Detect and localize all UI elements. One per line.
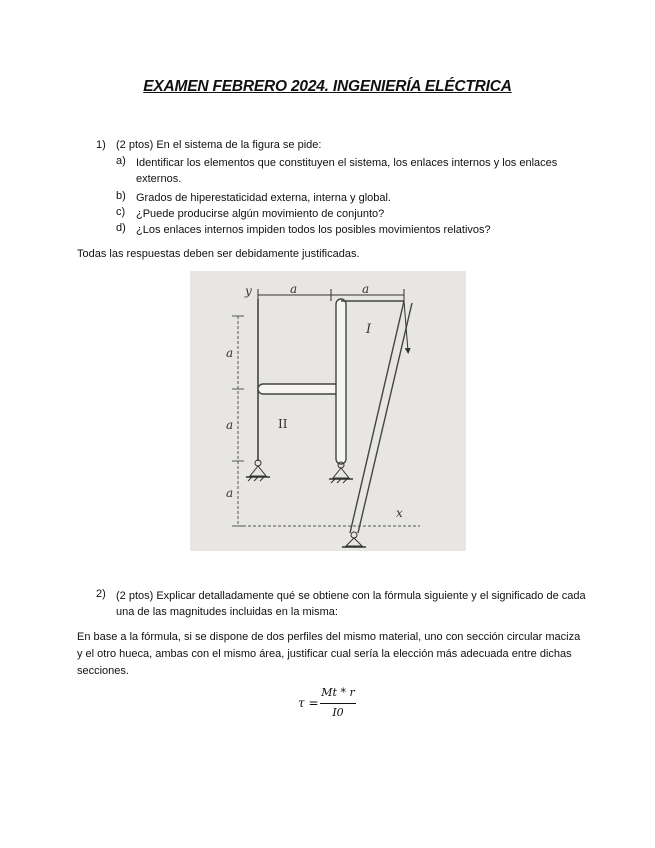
question-1-intro: (2 ptos) En el sistema de la figura se pide:: [116, 139, 322, 151]
item-text: ¿Los enlaces internos impiden todos los posibles movimientos relativos?: [136, 224, 491, 236]
dim-label-h3: a: [226, 486, 234, 500]
justification-note: Todas las respuestas deben ser debidamente justificadas.: [77, 248, 360, 260]
horizontal-beam: [258, 384, 340, 394]
fraction-bar: [320, 703, 356, 704]
question-2-number: 2): [96, 588, 106, 600]
dim-label-a2: a: [362, 282, 370, 296]
formula-denominator: I0: [332, 706, 344, 719]
support-center: [329, 462, 353, 483]
support-left: [246, 460, 270, 481]
dim-label-h2: a: [226, 418, 234, 432]
question-2-paragraph: En base a la fórmula, si se dispone de dos perfiles del mismo material, uno con sección circular maciza y el otro hueca, ambas con el mismo área, justificar cual sería la elección más adecuada entre dichas secciones.: [77, 631, 581, 677]
question-2-text: (2 ptos) Explicar detalladamente qué se obtiene con la fórmula siguiente y el significado de cada una de las magnitudes incluidas en la misma:: [116, 590, 586, 618]
bar-label-I: I: [366, 322, 372, 337]
question-1-number: 1): [96, 139, 106, 151]
support-bottom: [342, 532, 366, 547]
load-arrow: [404, 301, 408, 351]
axis-label-x: x: [396, 506, 403, 520]
dim-label-h1: a: [226, 346, 234, 360]
inclined-bar: [350, 301, 404, 533]
exam-title: EXAMEN FEBRERO 2024. INGENIERÍA ELÉCTRICA: [143, 78, 512, 95]
formula-lhs: τ =: [298, 696, 319, 710]
bar-label-II: II: [278, 417, 288, 431]
axis-label-y: y: [245, 284, 252, 298]
item-text: Identificar los elementos que constituyen el sistema, los enlaces internos y los enlaces externos.: [136, 157, 558, 185]
structure-diagram: [190, 271, 466, 551]
item-label: b): [116, 190, 126, 202]
formula-numerator: Mt * r: [321, 686, 355, 699]
dim-label-a1: a: [290, 282, 298, 296]
item-text: ¿Puede producirse algún movimiento de conjunto?: [136, 208, 385, 220]
structure-figure: [190, 271, 466, 551]
item-label: c): [116, 206, 126, 218]
item-text: Grados de hiperestaticidad externa, interna y global.: [136, 192, 391, 204]
central-bar: [336, 299, 346, 464]
item-label: a): [116, 155, 126, 167]
item-label: d): [116, 222, 126, 234]
